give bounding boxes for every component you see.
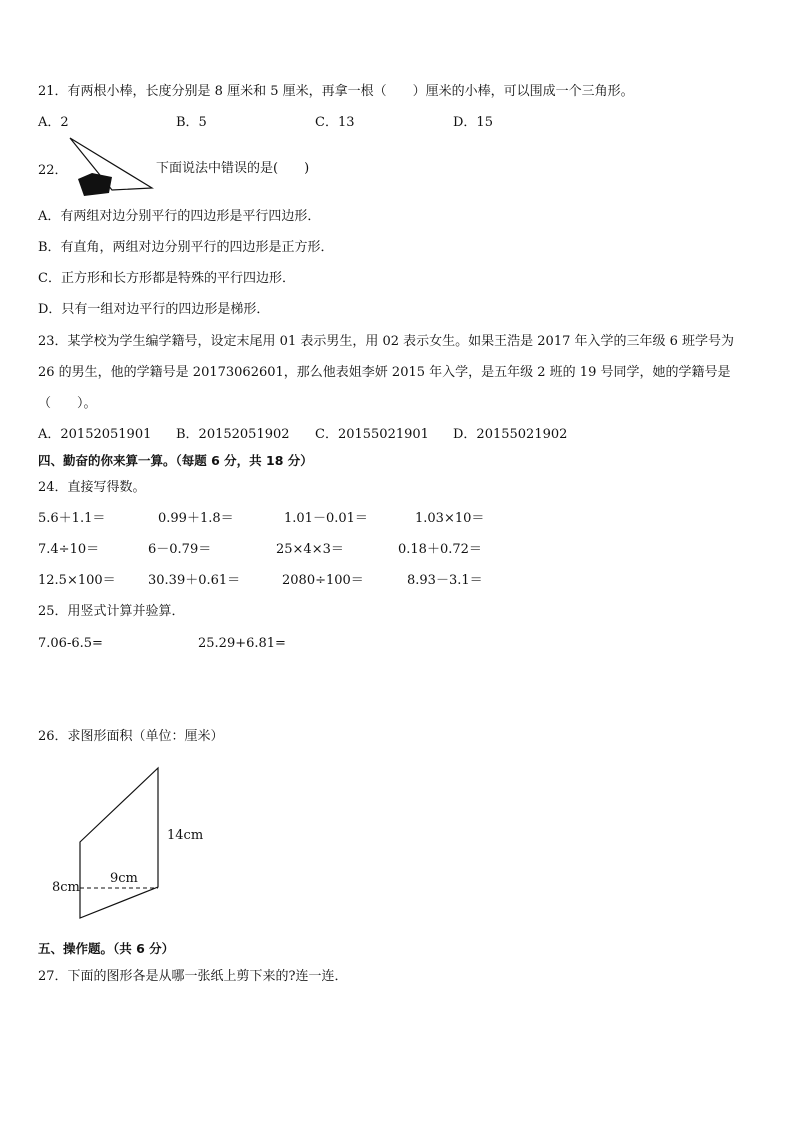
q24-stem: 24．直接写得数。 xyxy=(38,480,146,495)
q24-r2c2: 6－0.79＝ xyxy=(148,542,212,557)
q27-stem: 27．下面的图形各是从哪一张纸上剪下来的?连一连． xyxy=(38,969,348,984)
q21-option-a: A．2 xyxy=(38,115,69,130)
q26-label-middle: 9cm xyxy=(110,871,138,886)
q24-r1c2: 0.99＋1.8＝ xyxy=(158,511,234,526)
q23-option-b: B．20152051902 xyxy=(176,427,290,442)
q23-option-a: A．20152051901 xyxy=(38,427,152,442)
q23-line2: 26 的男生，他的学籍号是 20173062601，那么他表姐李妍 2015 年入学，是五年级 2 班的 19 号同学，她的学籍号是 xyxy=(38,365,731,380)
q21-option-d: D．15 xyxy=(453,115,493,130)
q24-r3c4: 8.93－3.1＝ xyxy=(407,573,483,588)
q24-r1c3: 1.01－0.01＝ xyxy=(284,511,368,526)
q23-line1: 23．某学校为学生编学籍号，设定末尾用 01 表示男生，用 02 表示女生。如果王浩是 2017 年入学的三年级 6 班学号为 xyxy=(38,334,735,349)
section4-heading: 四、勤奋的你来算一算。（每题 6 分，共 18 分） xyxy=(38,453,313,468)
q26-stem: 26．求图形面积（单位：厘米） xyxy=(38,729,224,744)
q22-option-b: B．有直角，两组对边分别平行的四边形是正方形． xyxy=(38,240,334,255)
q24-r3c2: 30.39＋0.61＝ xyxy=(148,573,241,588)
q23-option-c: C．20155021901 xyxy=(315,427,429,442)
triangle-ruler-icon xyxy=(62,136,158,198)
trapezoid-figure xyxy=(40,760,220,930)
q21-option-c: C．13 xyxy=(315,115,355,130)
q22-option-a: A．有两组对边分别平行的四边形是平行四边形． xyxy=(38,209,321,224)
q26-label-right: 14cm xyxy=(167,828,204,843)
q25-stem: 25．用竖式计算并验算． xyxy=(38,604,185,619)
q24-r3c1: 12.5×100＝ xyxy=(38,573,116,588)
section5-heading: 五、操作题。（共 6 分） xyxy=(38,941,175,956)
q23-option-d: D．20155021902 xyxy=(453,427,568,442)
q26-label-left: 8cm xyxy=(52,880,80,895)
q24-r2c4: 0.18＋0.72＝ xyxy=(398,542,482,557)
q22-stem: 下面说法中错误的是( ) xyxy=(156,161,310,176)
q22-number: 22． xyxy=(38,163,68,178)
q25-item2: 25.29+6.81= xyxy=(198,636,286,651)
q23-line3: （ ）。 xyxy=(38,396,97,411)
q25-item1: 7.06-6.5= xyxy=(38,636,103,651)
q21-option-b: B．5 xyxy=(176,115,207,130)
q22-option-c: C．正方形和长方形都是特殊的平行四边形． xyxy=(38,271,295,286)
q24-r1c4: 1.03×10＝ xyxy=(415,511,485,526)
q24-r2c3: 25×4×3＝ xyxy=(276,542,344,557)
q21-stem: 21．有两根小棒，长度分别是 8 厘米和 5 厘米，再拿一根（ ）厘米的小棒，可以围成一个三角形。 xyxy=(38,84,634,99)
q24-r3c3: 2080÷100＝ xyxy=(282,573,364,588)
q22-option-d: D．只有一组对边平行的四边形是梯形． xyxy=(38,302,270,317)
q24-r2c1: 7.4÷10＝ xyxy=(38,542,100,557)
q24-r1c1: 5.6＋1.1＝ xyxy=(38,511,106,526)
